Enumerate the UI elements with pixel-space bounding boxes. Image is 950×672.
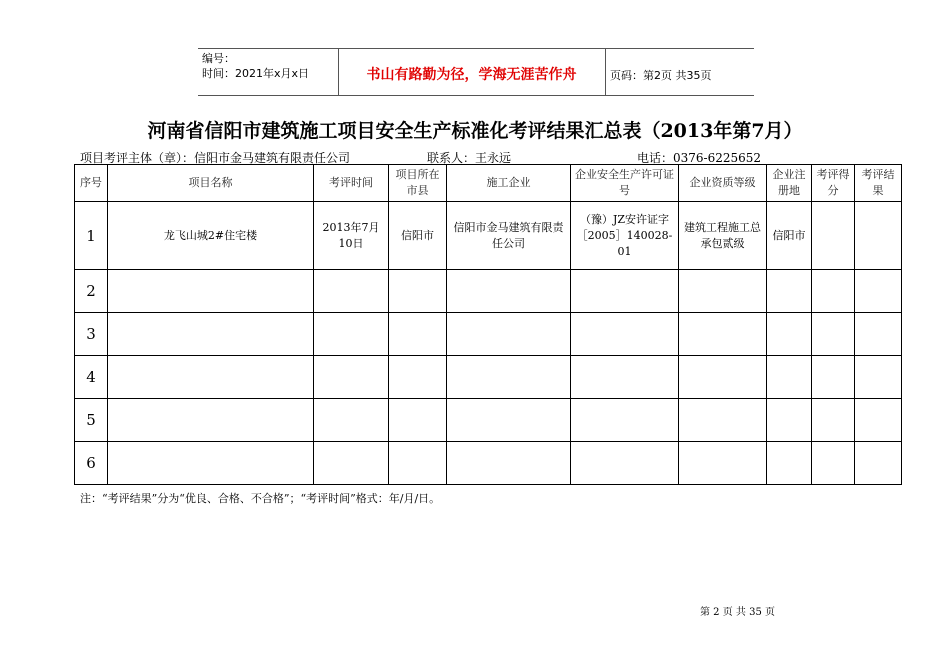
- cell-license: [571, 270, 679, 313]
- cell-seq: 1: [75, 202, 108, 270]
- header-cell: 施工企业: [447, 165, 571, 202]
- header-code: 编号：: [202, 52, 235, 65]
- cell-time: [314, 270, 389, 313]
- cell-reg: 信阳市: [767, 202, 812, 270]
- cell-seq: 4: [75, 356, 108, 399]
- cell-name: 龙飞山城2#住宅楼: [108, 202, 314, 270]
- cell-result: [855, 399, 902, 442]
- cell-reg: [767, 270, 812, 313]
- header-slogan: 书山有路勤为径，学海无涯苦作舟: [366, 67, 577, 83]
- cell-score: [812, 356, 855, 399]
- cell-name: [108, 399, 314, 442]
- table-note: 注：“考评结果”分为“优良、合格、不合格”；“考评时间”格式：年/月/日。: [80, 492, 441, 505]
- cell-score: [812, 202, 855, 270]
- cell-seq: 6: [75, 442, 108, 485]
- summary-table: [74, 164, 902, 485]
- page-header: [198, 48, 754, 96]
- cell-company: [447, 313, 571, 356]
- header-cell: 企业注册地: [767, 165, 812, 202]
- cell-city: [389, 270, 447, 313]
- cell-seq: 3: [75, 313, 108, 356]
- cell-level: [679, 442, 767, 485]
- cell-city: 信阳市: [389, 202, 447, 270]
- cell-level: [679, 399, 767, 442]
- cell-city: [389, 399, 447, 442]
- cell-level: [679, 270, 767, 313]
- cell-name: [108, 313, 314, 356]
- table-row: [75, 442, 902, 485]
- header-divider: [605, 49, 606, 95]
- page-footer: 第 2 页 共 35 页: [700, 607, 775, 618]
- document-title: 河南省信阳市建筑施工项目安全生产标准化考评结果汇总表（2013年第7月）: [147, 120, 803, 142]
- cell-time: [314, 442, 389, 485]
- info-phone: 电话：0376-6225652: [637, 151, 762, 165]
- header-cell: 考评结果: [855, 165, 902, 202]
- cell-reg: [767, 313, 812, 356]
- cell-company: [447, 442, 571, 485]
- table-row: [75, 270, 902, 313]
- cell-time: [314, 356, 389, 399]
- header-cell: 企业安全生产许可证号: [571, 165, 679, 202]
- cell-license: [571, 313, 679, 356]
- cell-seq: 2: [75, 270, 108, 313]
- cell-time: 2013年7月10日: [314, 202, 389, 270]
- cell-reg: [767, 442, 812, 485]
- table-row: [75, 399, 902, 442]
- cell-name: [108, 270, 314, 313]
- cell-name: [108, 442, 314, 485]
- cell-license: [571, 399, 679, 442]
- cell-seq: 5: [75, 399, 108, 442]
- header-cell: 企业资质等级: [679, 165, 767, 202]
- header-cell: 项目所在市县: [389, 165, 447, 202]
- cell-score: [812, 442, 855, 485]
- cell-level: [679, 313, 767, 356]
- header-cell: 考评时间: [314, 165, 389, 202]
- cell-reg: [767, 356, 812, 399]
- cell-level: [679, 356, 767, 399]
- cell-company: [447, 356, 571, 399]
- cell-score: [812, 313, 855, 356]
- cell-name: [108, 356, 314, 399]
- header-cell: 序号: [75, 165, 108, 202]
- header-meta: [202, 51, 309, 81]
- header-cell: 项目名称: [108, 165, 314, 202]
- cell-result: [855, 442, 902, 485]
- cell-city: [389, 313, 447, 356]
- cell-license: [571, 442, 679, 485]
- cell-result: [855, 270, 902, 313]
- cell-license: [571, 356, 679, 399]
- table-row: [75, 356, 902, 399]
- cell-license: （豫）JZ安许证字［2005］140028-01: [571, 202, 679, 270]
- cell-score: [812, 399, 855, 442]
- cell-time: [314, 399, 389, 442]
- header-cell: 考评得分: [812, 165, 855, 202]
- header-time: 时间：2021年x月x日: [202, 67, 310, 80]
- header-page-number: 页码：第2页 共35页: [610, 69, 712, 82]
- table-header-row: [75, 165, 902, 202]
- cell-result: [855, 202, 902, 270]
- cell-level: 建筑工程施工总承包贰级: [679, 202, 767, 270]
- info-subject: 项目考评主体（章）：信阳市金马建筑有限责任公司: [80, 151, 351, 165]
- cell-company: 信阳市金马建筑有限责任公司: [447, 202, 571, 270]
- cell-city: [389, 356, 447, 399]
- cell-result: [855, 313, 902, 356]
- info-contact: 联系人：王永远: [427, 151, 512, 165]
- cell-result: [855, 356, 902, 399]
- cell-company: [447, 270, 571, 313]
- cell-reg: [767, 399, 812, 442]
- table-row: [75, 313, 902, 356]
- cell-time: [314, 313, 389, 356]
- table-row: [75, 202, 902, 270]
- cell-company: [447, 399, 571, 442]
- cell-score: [812, 270, 855, 313]
- cell-city: [389, 442, 447, 485]
